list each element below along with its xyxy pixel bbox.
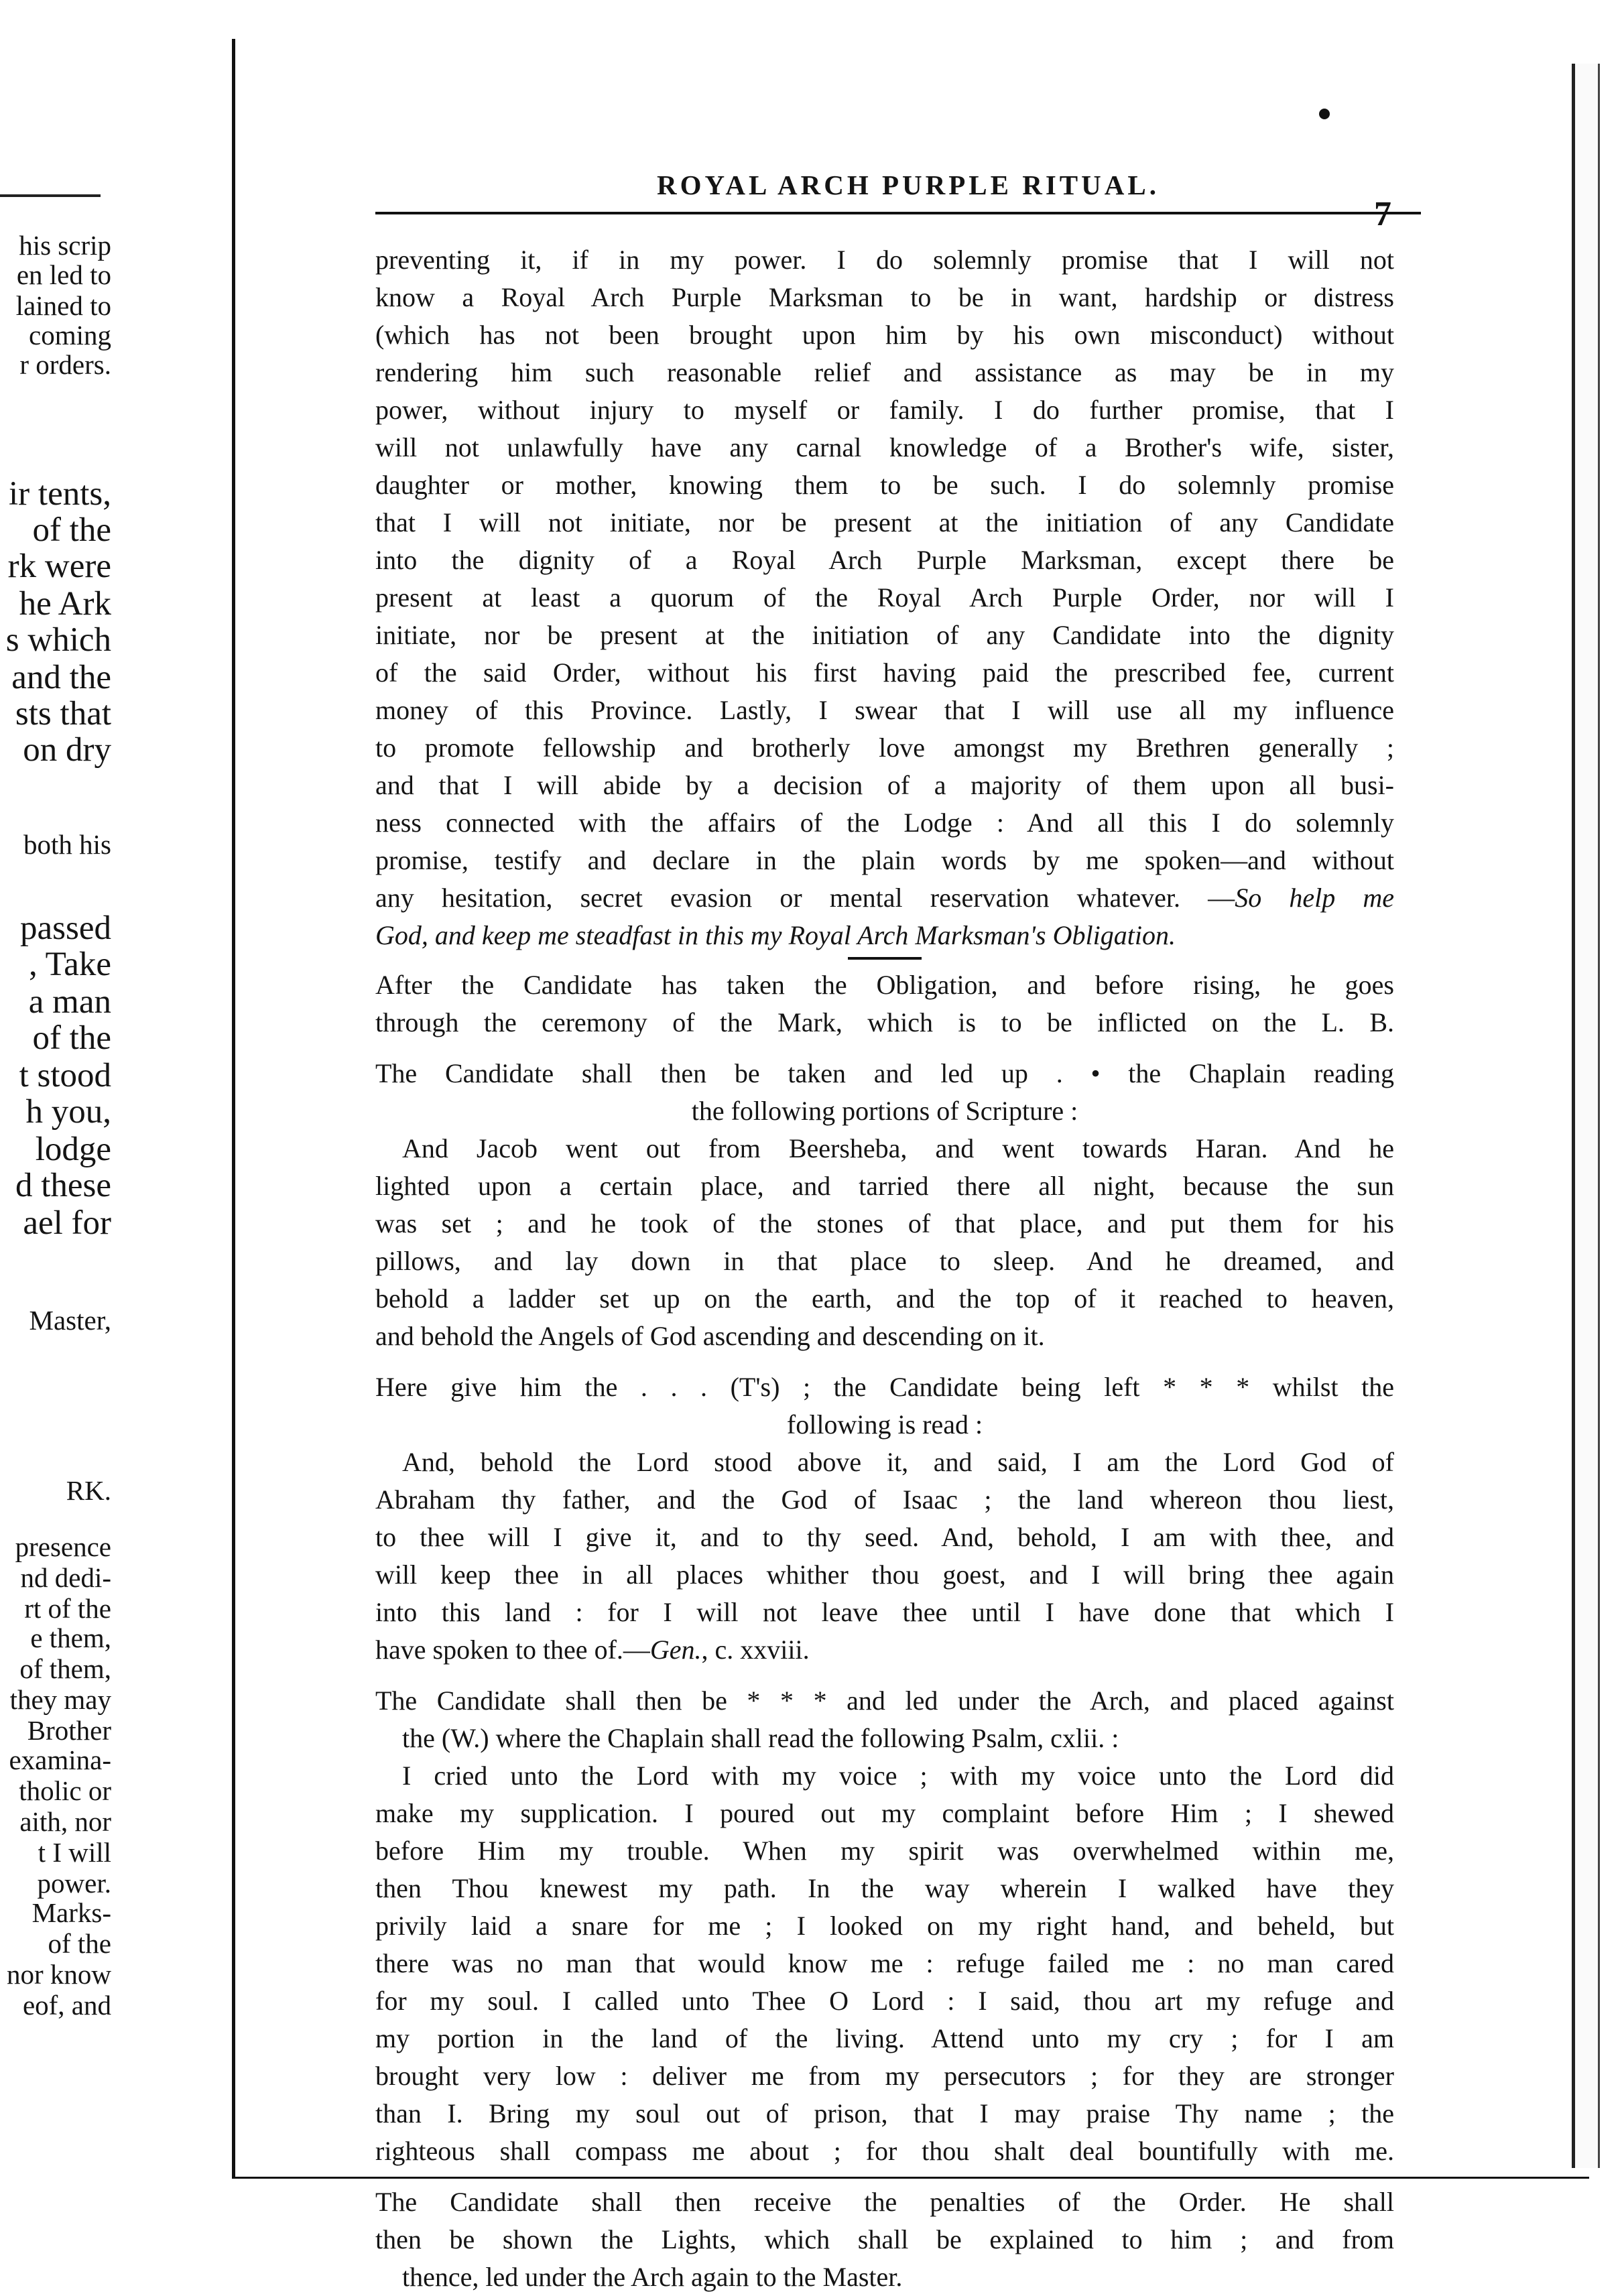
text-line: following is read : [786,1409,983,1440]
text-line: and behold the Angels of God ascending and descending on it. [375,1321,1045,1351]
left-page-line: s which [5,621,111,659]
text-segment: any hesitation, secret evasion or mental reservation whatever. — [375,883,1235,913]
left-page-line: a man [28,983,111,1021]
text-line: lighted upon a certain place, and tarried there all night, because the sun [375,1171,1394,1201]
rubric-ts [375,1368,1394,1444]
text-line: behold a ladder set up on the earth, and the top of it reached to heaven, [375,1283,1394,1314]
text-line: After the Candidate has taken the Obligation, and before rising, he goes [375,970,1394,1000]
text-line: present at least a quorum of the Royal Arch Purple Order, nor will I [375,582,1394,613]
left-page-line: of them, [19,1653,111,1684]
left-page-line: nd dedi- [20,1562,111,1593]
left-page-line: coming [29,320,111,350]
text-line: into the dignity of a Royal Arch Purple Marksman, except there be [375,545,1394,575]
text-line: brought very low : deliver me from my persecutors ; for they are stronger [375,2061,1394,2091]
left-page-line: Marks- [32,1897,111,1928]
left-page-line: rk were [7,548,111,585]
page-number: 7 [1374,195,1391,233]
left-page-line: aith, nor [19,1806,111,1837]
left-page-line: power. [37,1868,111,1899]
text-line: to thee will I give it, and to thy seed. And, behold, I am with thee, and [375,1522,1394,1552]
left-page-line: of the [48,1928,111,1959]
text-line: know a Royal Arch Purple Marksman to be in want, hardship or distress [375,282,1394,312]
left-page-line: sts that [15,695,111,732]
citation: Gen. [649,1635,702,1665]
left-page-line: Master, [29,1305,111,1336]
text-line: The Candidate shall then be * * * and led under the Arch, and placed against [375,1685,1394,1716]
text-line: preventing it, if in my power. I do solemnly promise that I will not [375,245,1394,275]
section-divider [848,957,922,960]
left-page-line: h you, [25,1093,111,1131]
left-page-line: and the [11,659,111,696]
left-page-line: ael for [23,1204,111,1242]
text-line: my portion in the land of the living. Attend unto my cry ; for I am [375,2023,1394,2053]
left-page-line: ir tents, [9,475,111,513]
text-line: power, without injury to myself or family. I do further promise, that I [375,395,1394,425]
rubric-final [375,2183,1394,2296]
left-page-line: r orders. [19,349,111,380]
text-line: I cried unto the Lord with my voice ; with my voice unto the Lord did [402,1761,1394,1791]
running-head: ROYAL ARCH PURPLE RITUAL. [657,170,1160,200]
left-page-line: his scrip [19,230,111,261]
scripture-genesis-2 [375,1444,1394,1669]
left-page-line: of the [32,511,111,549]
left-page-line: tholic or [19,1775,111,1806]
left-page-line: t I will [38,1837,111,1868]
left-page-line: on dry [23,731,111,769]
text-line: will not unlawfully have any carnal knowledge of a Brother's wife, sister, [375,432,1394,462]
text-line: The Candidate shall then receive the penalties of the Order. He shall [375,2187,1394,2217]
left-page-line: both his [23,829,111,860]
text-line: Abraham thy father, and the God of Isaac ; the land whereon thou liest, [375,1484,1394,1515]
left-page-rule [0,194,101,197]
left-page-line: they may [9,1684,111,1715]
left-page-line: rt of the [24,1593,111,1624]
rubric-chaplain [375,1055,1394,1130]
text-line: and that I will abide by a decision of a majority of them upon all busi- [375,770,1394,800]
left-page-line: of the [32,1019,111,1057]
text-line: daughter or mother, knowing them to be such. I do solemnly promise [375,470,1394,500]
page-edge [1572,64,1600,2168]
text-segment: have spoken to thee of.— [375,1635,650,1665]
text-line: And Jacob went out from Beersheba, and went towards Haran. And he [402,1133,1394,1163]
text-line: privily laid a snare for me ; I looked on my right hand, and beheld, but [375,1911,1394,1941]
ink-dot [1319,109,1330,119]
left-page-line: Brother [27,1715,111,1746]
text-line: then Thou knewest my path. In the way wherein I walked have they [375,1873,1394,1903]
left-page-line: nor know [6,1959,111,1990]
text-line: will keep thee in all places whither thou goest, and I will bring thee again [375,1559,1394,1590]
text-line: that I will not initiate, nor be present at the initiation of any Candidate [375,507,1394,537]
left-page-line: presence [15,1531,111,1562]
rubric-after-obligation [375,966,1394,1041]
closing-italic: So help me [1235,883,1394,913]
text-line: The Candidate shall then be taken and led up . • the Chaplain reading [375,1058,1394,1088]
page-body [375,241,1394,2296]
obligation-paragraph [375,241,1394,954]
text-line: the (W.) where the Chaplain shall read the following Psalm, cxlii. : [402,1723,1119,1753]
scripture-genesis-1 [375,1130,1394,1355]
text-line: of the said Order, without his first having paid the prescribed fee, current [375,657,1394,688]
left-page-line: lodge [35,1131,111,1168]
text-line: into this land : for I will not leave thee until I have done that which I [375,1597,1394,1627]
header-rule [375,212,1421,214]
text-line: pillows, and lay down in that place to sleep. And he dreamed, and [375,1246,1394,1276]
left-page-line: , Take [29,946,111,983]
text-line: And, behold the Lord stood above it, and said, I am the Lord God of [402,1447,1394,1477]
closing-italic: God, and keep me steadfast in this my Royal Arch Marksman's Obligation. [375,920,1176,950]
rubric-arch [375,1682,1394,1757]
text-line: righteous shall compass me about ; for thou shalt deal bountifully with me. [375,2136,1394,2166]
text-line [375,1631,1394,1669]
text-line: ness connected with the affairs of the Lodge : And all this I do solemnly [375,808,1394,838]
left-page-line: examina- [9,1744,111,1775]
left-page-line: t stood [19,1057,111,1094]
left-page-line: RK. [66,1475,111,1506]
text-line: through the ceremony of the Mark, which is to be inflicted on the L. B. [375,1007,1394,1037]
left-page-line: eof, and [22,1990,111,2021]
left-page-line: he Ark [19,585,111,623]
text-line: thence, led under the Arch again to the Master. [402,2262,903,2292]
left-page-fragment [0,34,245,2178]
left-page-line: en led to [16,259,111,290]
text-line: initiate, nor be present at the initiation of any Candidate into the dignity [375,620,1394,650]
left-page-line: d these [15,1167,111,1204]
text-line: than I. Bring my soul out of prison, that I may praise Thy name ; the [375,2098,1394,2128]
text-line: money of this Province. Lastly, I swear that I will use all my influence [375,695,1394,725]
text-line: the following portions of Scripture : [691,1096,1078,1126]
text-line: Here give him the . . . (T's) ; the Candidate being left * * * whilst the [375,1372,1394,1402]
text-line [375,917,1394,954]
text-line: there was no man that would know me : refuge failed me : no man cared [375,1948,1394,1978]
text-line [375,879,1394,917]
text-line: (which has not been brought upon him by his own misconduct) without [375,320,1394,350]
text-line: make my supplication. I poured out my complaint before Him ; I shewed [375,1798,1394,1828]
psalm-cxlii [375,1757,1394,2170]
text-line: for my soul. I called unto Thee O Lord : I said, thou art my refuge and [375,1986,1394,2016]
citation-rest: , c. xxviii. [701,1635,810,1665]
text-line: then be shown the Lights, which shall be explained to him ; and from [375,2224,1394,2254]
text-line: was set ; and he took of the stones of that place, and put them for his [375,1208,1394,1238]
left-page-line: lained to [15,290,111,321]
text-line: before Him my trouble. When my spirit was overwhelmed within me, [375,1836,1394,1866]
text-line: promise, testify and declare in the plain words by me spoken—and without [375,845,1394,875]
left-page-line: passed [20,909,111,947]
text-line: to promote fellowship and brotherly love amongst my Brethren generally ; [375,732,1394,763]
left-page-line: e them, [30,1622,111,1653]
text-line: rendering him such reasonable relief and assistance as may be in my [375,357,1394,387]
